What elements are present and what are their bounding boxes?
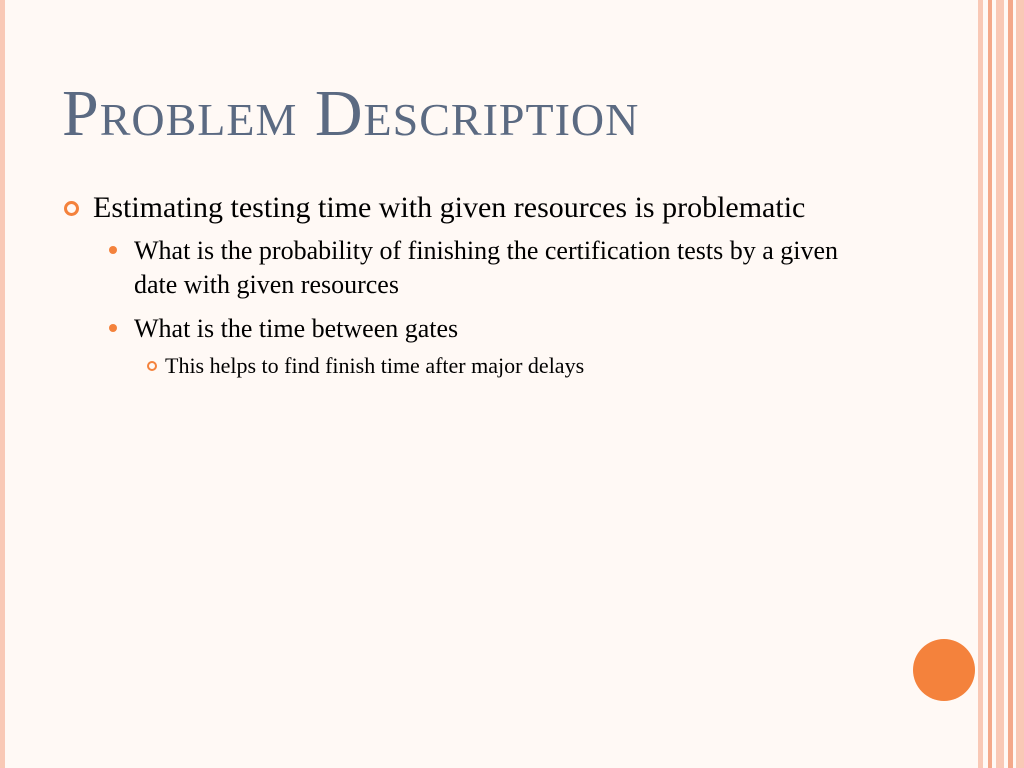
- ring-bullet-icon: [64, 201, 79, 216]
- left-edge-stripe: [0, 0, 5, 768]
- stripe: [978, 0, 983, 768]
- sub-bullet-item: [62, 312, 862, 346]
- stripe: [988, 0, 992, 768]
- decorative-orange-circle-icon: [913, 639, 975, 701]
- bullet-item: [62, 188, 862, 228]
- small-ring-bullet-icon: [147, 361, 157, 371]
- slide-title: Problem Description: [62, 77, 640, 150]
- stripe: [1008, 0, 1013, 768]
- sub-sub-bullet-item: [62, 351, 862, 381]
- stripe: [996, 0, 1004, 768]
- bullet-list: [62, 188, 862, 381]
- sub-sub-bullet-text: This helps to find finish time after major delays: [165, 353, 585, 378]
- bullet-text: Estimating testing time with given resources is problematic: [93, 191, 806, 224]
- dot-bullet-icon: [109, 246, 117, 254]
- sub-bullet-text: What is the time between gates: [134, 314, 459, 343]
- sub-bullet-text: What is the probability of finishing the certification tests by a given date with given resources: [134, 236, 838, 299]
- stripe: [1016, 0, 1024, 768]
- sub-bullet-item: [62, 234, 862, 302]
- dot-bullet-icon: [109, 324, 117, 332]
